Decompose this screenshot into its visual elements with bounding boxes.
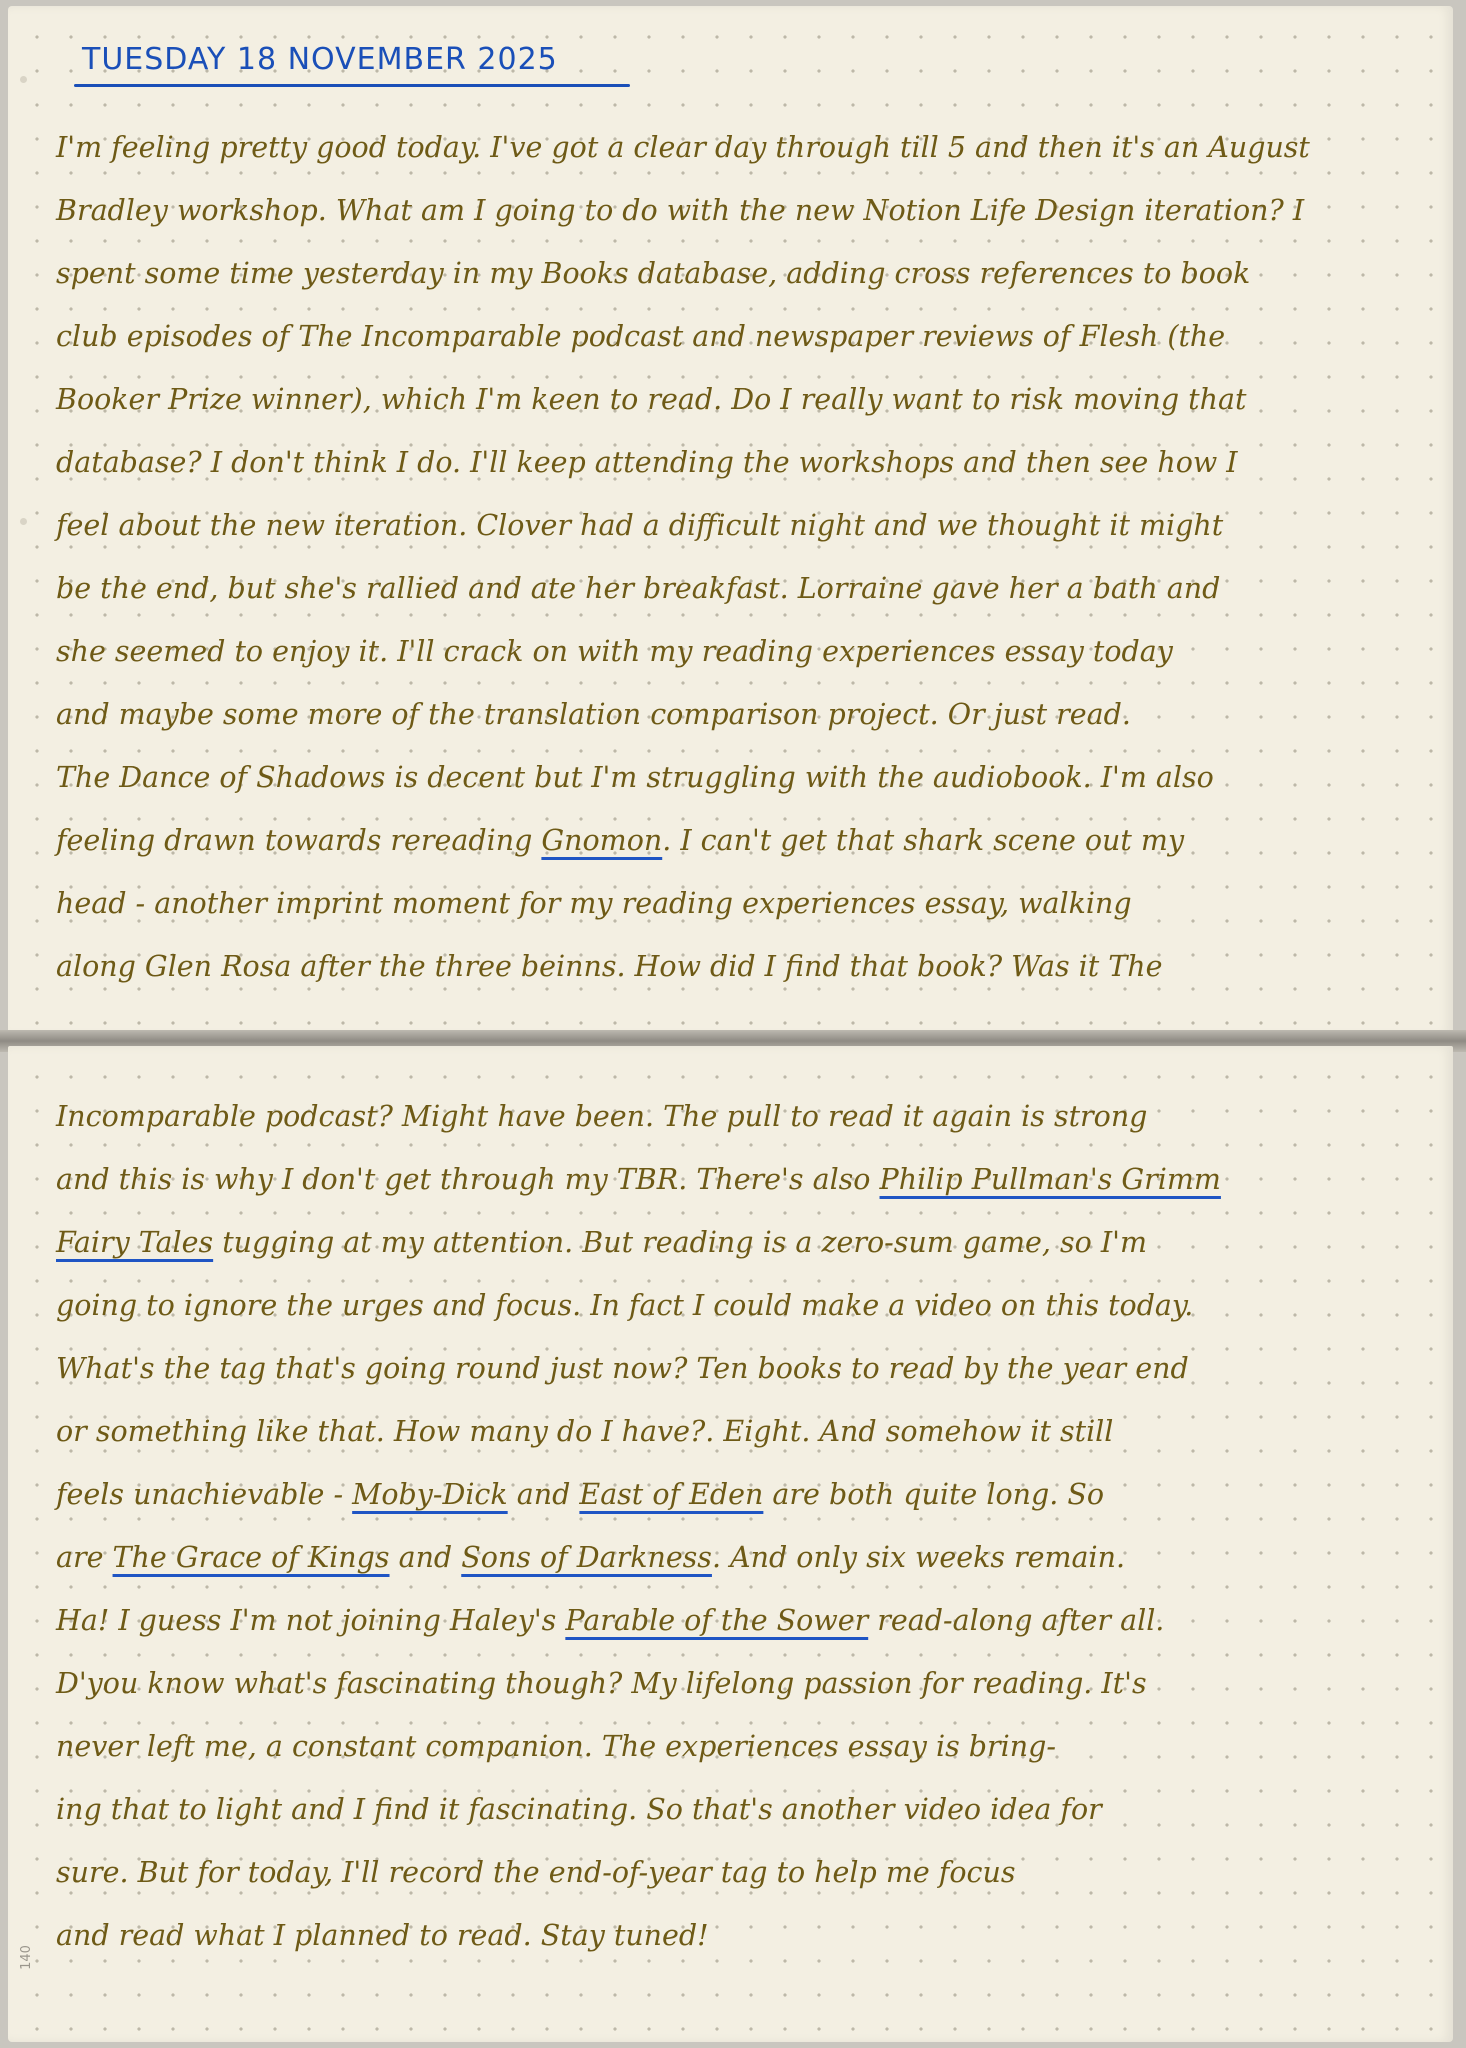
handwritten-line: [56, 368, 1310, 431]
handwritten-line: [56, 1526, 1221, 1589]
line-text: and: [507, 1478, 580, 1511]
line-text: tugging at my attention. But reading is a zero-sum game, so I'm: [213, 1226, 1148, 1259]
line-text: What's the tag that's going round just now? Ten books to read by the year end: [56, 1352, 1189, 1385]
line-text: never left me, a constant companion. The experiences essay is bring-: [56, 1730, 1056, 1763]
line-text: Ha! I guess I'm not joining Haley's: [56, 1604, 566, 1637]
handwritten-line: [56, 305, 1310, 368]
line-text: head - another imprint moment for my reading experiences essay, walking: [56, 887, 1132, 920]
underlined-title: Sons of Darkness: [461, 1541, 712, 1574]
line-text: spent some time yesterday in my Books database, adding cross references to book: [56, 257, 1251, 290]
binding-hole: [20, 518, 27, 525]
line-text: are both quite long. So: [763, 1478, 1105, 1511]
line-text: Incomparable podcast? Might have been. The pull to read it again is strong: [56, 1100, 1148, 1133]
handwritten-line: [56, 179, 1310, 242]
underlined-title: Philip Pullman's Grimm: [879, 1163, 1221, 1196]
handwritten-line: [56, 1148, 1221, 1211]
line-text: sure. But for today, I'll record the end-of-year tag to help me focus: [56, 1856, 1016, 1889]
line-text: Bradley workshop. What am I going to do with the new Notion Life Design iteration? I: [56, 194, 1305, 227]
line-text: . I can't get that shark scene out my: [662, 824, 1185, 857]
line-text: Booker Prize winner), which I'm keen to read. Do I really want to risk moving that: [56, 383, 1247, 416]
line-text: going to ignore the urges and focus. In fact I could make a video on this today.: [56, 1289, 1194, 1322]
handwritten-line: [56, 1463, 1221, 1526]
page-number: 140: [18, 1945, 34, 1970]
lower-page: [8, 1046, 1453, 2042]
handwritten-line: [56, 1652, 1221, 1715]
line-text: club episodes of The Incomparable podcast and newspaper reviews of Flesh (the: [56, 320, 1226, 353]
handwritten-line: [56, 620, 1310, 683]
underlined-title: Parable of the Sower: [565, 1604, 869, 1637]
underlined-title: East of Eden: [579, 1478, 764, 1511]
underlined-title: Fairy Tales: [56, 1226, 214, 1259]
handwritten-line: [56, 872, 1310, 935]
handwritten-line: [56, 1589, 1221, 1652]
date-underline: [74, 84, 630, 87]
line-text: and: [389, 1541, 462, 1574]
handwritten-line: [56, 683, 1310, 746]
underlined-title: Gnomon: [541, 824, 663, 857]
handwritten-line: [56, 809, 1310, 872]
line-text: read-along after all.: [868, 1604, 1165, 1637]
line-text: ing that to light and I find it fascinating. So that's another video idea for: [56, 1793, 1102, 1826]
lower-text-block: [56, 1085, 1221, 1967]
handwritten-line: [56, 431, 1310, 494]
line-text: database? I don't think I do. I'll keep attending the workshops and then see how I: [56, 446, 1238, 479]
line-text: are: [56, 1541, 113, 1574]
handwritten-line: [56, 557, 1310, 620]
upper-page: [8, 6, 1453, 1036]
handwritten-line: [56, 1337, 1221, 1400]
handwritten-line: [56, 494, 1310, 557]
entry-date: TUESDAY 18 NOVEMBER 2025: [82, 42, 558, 77]
line-text: . And only six weeks remain.: [711, 1541, 1126, 1574]
handwritten-line: [56, 1274, 1221, 1337]
upper-text-block: [56, 116, 1310, 998]
line-text: feel about the new iteration. Clover had a difficult night and we thought it might: [56, 509, 1224, 542]
handwritten-line: [56, 1400, 1221, 1463]
line-text: The Dance of Shadows is decent but I'm struggling with the audiobook. I'm also: [56, 761, 1214, 794]
line-text: I'm feeling pretty good today. I've got a clear day through till 5 and then it's an August: [56, 131, 1310, 164]
line-text: along Glen Rosa after the three beinns. How did I find that book? Was it The: [56, 950, 1163, 983]
line-text: feeling drawn towards rereading: [56, 824, 542, 857]
underlined-title: Moby-Dick: [352, 1478, 508, 1511]
line-text: be the end, but she's rallied and ate her breakfast. Lorraine gave her a bath and: [56, 572, 1221, 605]
line-text: and read what I planned to read. Stay tuned!: [56, 1919, 709, 1952]
handwritten-line: [56, 1904, 1221, 1967]
line-text: D'you know what's fascinating though? My lifelong passion for reading. It's: [56, 1667, 1147, 1700]
handwritten-line: [56, 242, 1310, 305]
line-text: or something like that. How many do I have?. Eight. And somehow it still: [56, 1415, 1114, 1448]
handwritten-line: [56, 935, 1310, 998]
binding-hole: [20, 76, 27, 83]
underlined-title: The Grace of Kings: [112, 1541, 390, 1574]
line-text: and maybe some more of the translation comparison project. Or just read.: [56, 698, 1131, 731]
handwritten-line: [56, 1841, 1221, 1904]
handwritten-line: [56, 1715, 1221, 1778]
handwritten-line: [56, 746, 1310, 809]
handwritten-line: [56, 1211, 1221, 1274]
line-text: she seemed to enjoy it. I'll crack on with my reading experiences essay today: [56, 635, 1173, 668]
handwritten-line: [56, 116, 1310, 179]
line-text: and this is why I don't get through my TBR. There's also: [56, 1163, 880, 1196]
handwritten-line: [56, 1778, 1221, 1841]
line-text: feels unachievable -: [56, 1478, 353, 1511]
handwritten-line: [56, 1085, 1221, 1148]
